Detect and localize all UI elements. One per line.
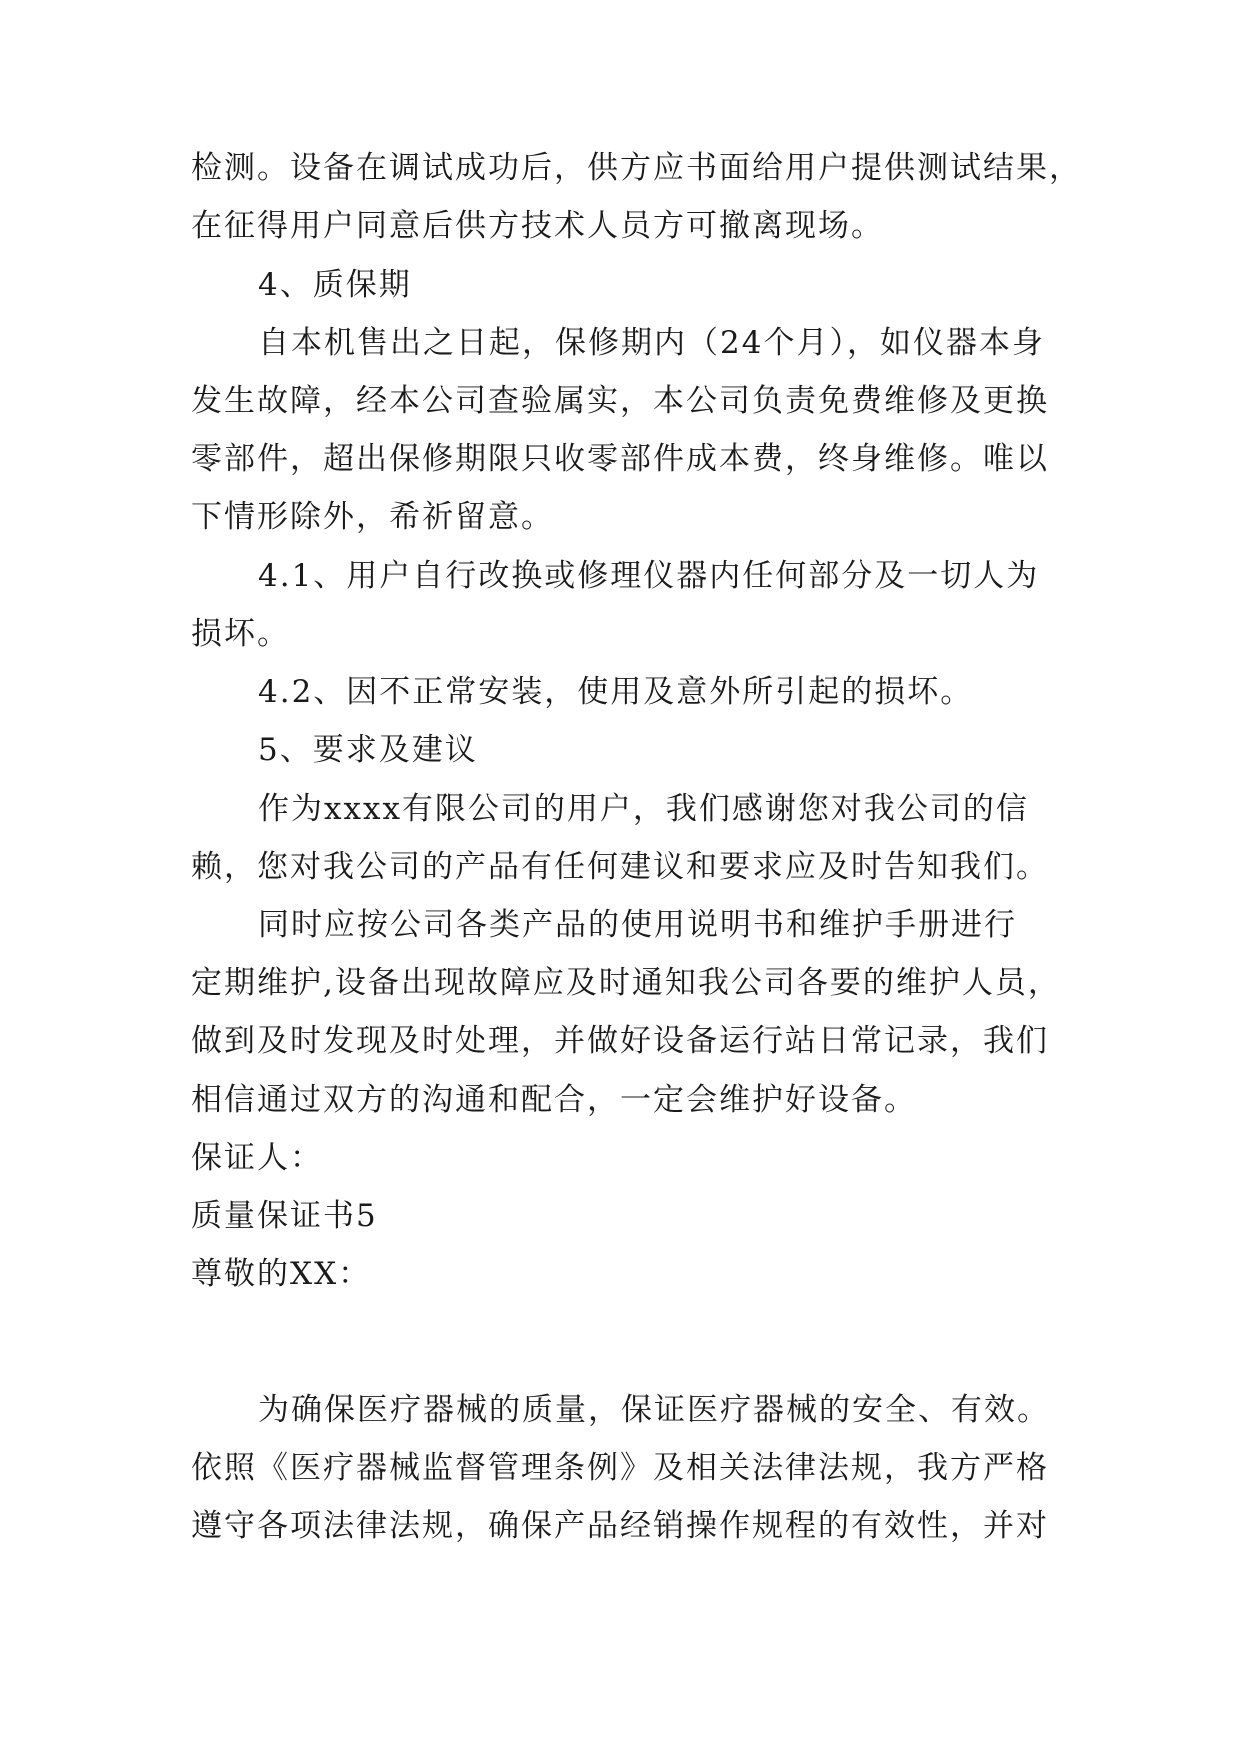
document-title: 质量保证书5: [191, 1198, 378, 1234]
text-line: 4.2、因不正常安装，使用及意外所引起的损坏。: [258, 674, 974, 710]
text-line: 零部件，超出保修期限只收零部件成本费，终身维修。唯以: [191, 441, 1049, 477]
text-line: 依照《医疗器械监督管理条例》及相关法律法规，我方严格: [191, 1450, 1049, 1486]
text-line: 检测。设备在调试成功后，供方应书面给用户提供测试结果，: [191, 150, 1082, 186]
section-heading: 5、要求及建议: [258, 732, 478, 768]
text-line: 赖，您对我公司的产品有任何建议和要求应及时告知我们。: [191, 849, 1049, 885]
text-line: 在征得用户同意后供方技术人员方可撤离现场。: [191, 208, 884, 244]
text-line: 做到及时发现及时处理，并做好设备运行站日常记录，我们: [191, 1023, 1049, 1059]
text-line: 作为xxxx有限公司的用户，我们感谢您对我公司的信: [258, 791, 1029, 827]
text-line: 下情形除外，希祈留意。: [191, 499, 554, 535]
salutation: 尊敬的XX：: [191, 1256, 372, 1292]
text-line: 自本机售出之日起，保修期内（24个月），如仪器本身: [258, 325, 1045, 361]
section-heading: 4、质保期: [258, 267, 412, 303]
text-line: 相信通过双方的沟通和配合，一定会维护好设备。: [191, 1082, 917, 1118]
text-line: 同时应按公司各类产品的使用说明书和维护手册进行: [258, 907, 1017, 943]
text-line: 发生故障，经本公司查验属实，本公司负责免费维修及更换: [191, 383, 1049, 419]
text-line: 4.1、用户自行改换或修理仪器内任何部分及一切人为: [258, 558, 1040, 594]
text-line: 定期维护,设备出现故障应及时通知我公司各要的维护人员，: [191, 965, 1061, 1001]
text-line: 遵守各项法律法规，确保产品经销操作规程的有效性，并对: [191, 1508, 1049, 1544]
signature-label: 保证人：: [191, 1140, 323, 1176]
text-line: 损坏。: [191, 616, 290, 652]
text-line: 为确保医疗器械的质量，保证医疗器械的安全、有效。: [258, 1392, 1050, 1428]
